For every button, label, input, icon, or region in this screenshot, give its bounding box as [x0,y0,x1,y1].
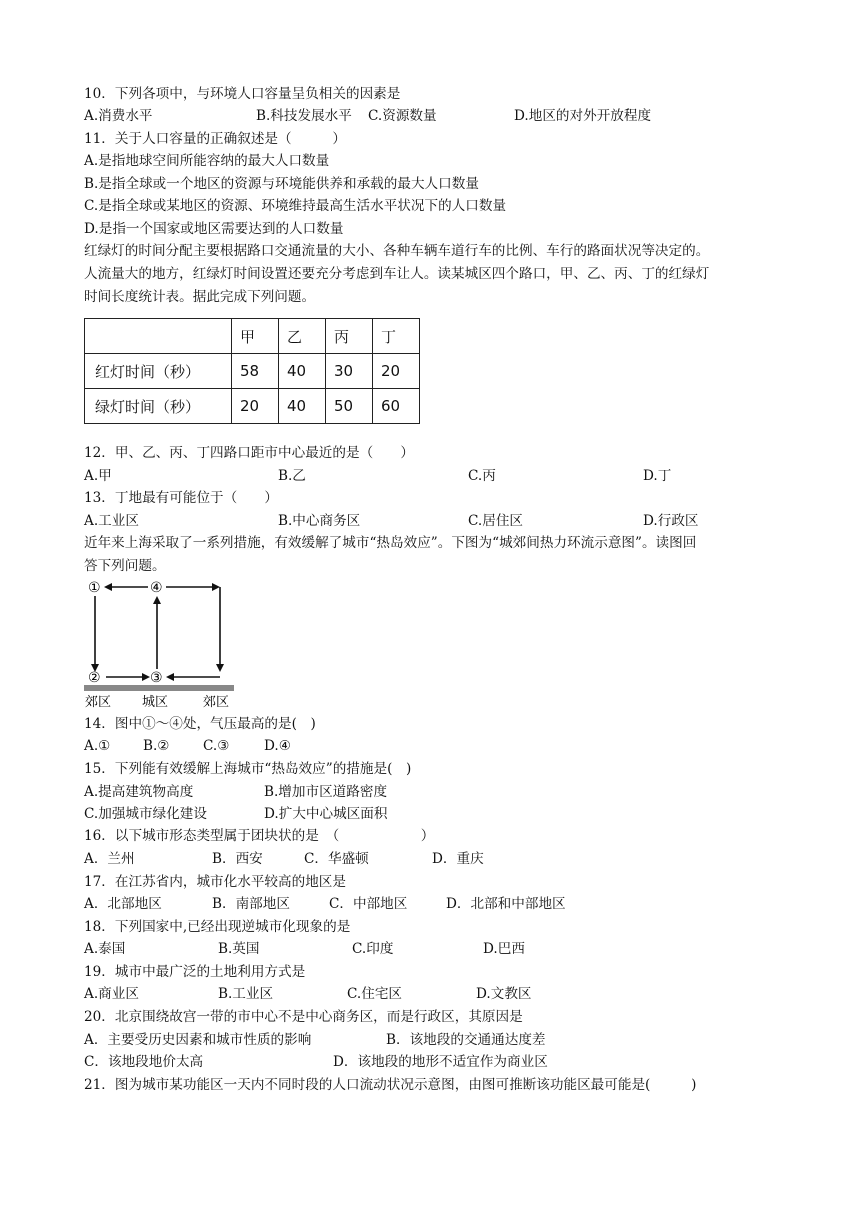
q12-stem: 12．甲、乙、丙、丁四路口距市中心最近的是（ ） [84,445,414,461]
heat-circulation-diagram [84,576,244,712]
q18-option-a: A.泰国 [84,941,126,957]
q12-option-a: A.甲 [84,468,112,484]
q13-option-a: A.工业区 [84,513,139,529]
table-header-cell: 丙 [326,319,373,354]
suburb-left-label: 郊区 [85,695,112,710]
table-cell: 40 [279,389,326,424]
city-label: 城区 [142,695,169,710]
table-header-row [85,319,420,354]
q15-stem: 15．下列能有效缓解上海城市“热岛效应”的措施是( ) [84,761,412,777]
q19-option-c: C.住宅区 [347,986,403,1002]
q11-stem: 11．关于人口容量的正确叙述是（ ） [84,131,346,147]
q19-option-a: A.商业区 [84,986,139,1002]
q17-option-c: C．中部地区 [329,896,408,912]
q13-option-b: B.中心商务区 [278,513,361,529]
suburb-right-label: 郊区 [203,695,230,710]
q15-option-b: B.增加市区道路密度 [264,784,388,800]
q12-option-d: D.丁 [643,468,672,484]
q16-option-c: C．华盛顿 [304,851,369,867]
q20-option-b: B．该地段的交通通达度差 [386,1032,546,1048]
table-cell: 58 [232,354,279,389]
q19-option-d: D.文教区 [476,986,532,1002]
q14-option-c: C.③ [203,738,230,754]
q16-option-d: D．重庆 [432,851,484,867]
q17-option-b: B．南部地区 [212,896,290,912]
q16-option-b: B．西安 [212,851,263,867]
q17-option-a: A．北部地区 [84,896,162,912]
q18-stem: 18．下列国家中,已经出现逆城市化现象的是 [84,919,351,935]
q11-option-c: C.是指全球或某地区的资源、环境维持最高生活水平状况下的人口数量 [84,198,507,214]
table-cell: 20 [232,389,279,424]
traffic-light-table [84,318,420,424]
q17-option-d: D．北部和中部地区 [446,896,566,912]
q11-option-b: B.是指全球或一个地区的资源与环境能供养和承载的最大人口数量 [84,176,479,192]
q15-option-d: D.扩大中心城区面积 [264,806,388,822]
table-cell: 60 [373,389,420,424]
table-cell: 50 [326,389,373,424]
table-row [85,389,420,424]
passage1-line2: 人流量大的地方，红绿灯时间设置还要充分考虑到车让人。读某城区四个路口，甲、乙、丙、丁的红绿灯 [84,266,710,282]
q20-option-d: D．该地段的地形不适宜作为商业区 [333,1054,548,1070]
q21-stem: 21．图为城市某功能区一天内不同时段的人口流动状况示意图，由图可推断该功能区最可能是( ) [84,1077,697,1093]
q10-stem: 10．下列各项中，与环境人口容量呈负相关的因素是 [84,86,401,102]
q10-option-a: A.消费水平 [84,108,153,124]
q20-stem: 20．北京围绕故宫一带的市中心不是中心商务区，而是行政区，其原因是 [84,1009,523,1025]
table-cell: 绿灯时间（秒） [85,389,232,424]
table-row [85,354,420,389]
table-cell: 30 [326,354,373,389]
q19-option-b: B.工业区 [218,986,274,1002]
table-header-cell: 丁 [373,319,420,354]
q18-option-c: C.印度 [352,941,394,957]
passage1-line3: 时间长度统计表。据此完成下列问题。 [84,289,316,305]
q14-option-a: A.① [84,738,111,754]
point-3-label: ③ [150,670,163,686]
q16-stem: 16．以下城市形态类型属于团块状的是 （ ） [84,828,435,844]
q18-option-b: B.英国 [218,941,260,957]
q18-option-d: D.巴西 [483,941,525,957]
q12-option-c: C.丙 [468,468,496,484]
passage2-line2: 答下列问题。 [84,558,166,574]
table-cell: 40 [279,354,326,389]
q11-option-a: A.是指地球空间所能容纳的最大人口数量 [84,153,330,169]
q11-option-d: D.是指一个国家或地区需要达到的人口数量 [84,221,344,237]
q12-option-b: B.乙 [278,468,306,484]
point-2-label: ② [88,670,101,686]
q13-option-d: D.行政区 [643,513,699,529]
table-cell: 红灯时间（秒） [85,354,232,389]
table-header-cell [85,319,232,354]
table-header-cell: 甲 [232,319,279,354]
q10-option-d: D.地区的对外开放程度 [514,108,652,124]
q19-stem: 19．城市中最广泛的土地利用方式是 [84,964,306,980]
q14-option-b: B.② [143,738,170,754]
q13-stem: 13．丁地最有可能位于（ ） [84,490,279,506]
q20-option-a: A．主要受历史因素和城市性质的影响 [84,1032,312,1048]
table-header-cell: 乙 [279,319,326,354]
q17-stem: 17．在江苏省内，城市化水平较高的地区是 [84,874,346,890]
q13-option-c: C.居住区 [468,513,524,529]
passage2-line1: 近年来上海采取了一系列措施，有效缓解了城市“热岛效应”。下图为“城郊间热力环流示意图”。读图回 [84,535,697,551]
q15-option-c: C.加强城市绿化建设 [84,806,207,822]
q20-option-c: C．该地段地价太高 [84,1054,204,1070]
q14-option-d: D.④ [264,738,291,754]
q10-option-c: C.资源数量 [368,108,437,124]
q10-option-b: B.科技发展水平 [256,108,352,124]
passage1-line1: 红绿灯的时间分配主要根据路口交通流量的大小、各种车辆车道行车的比例、车行的路面状况等决定的。 [84,243,710,259]
q16-option-a: A．兰州 [84,851,135,867]
q15-option-a: A.提高建筑物高度 [84,784,194,800]
table-cell: 20 [373,354,420,389]
point-4-label: ④ [150,580,163,596]
point-1-label: ① [88,580,101,596]
q14-stem: 14．图中①～④处，气压最高的是( ) [84,716,316,732]
